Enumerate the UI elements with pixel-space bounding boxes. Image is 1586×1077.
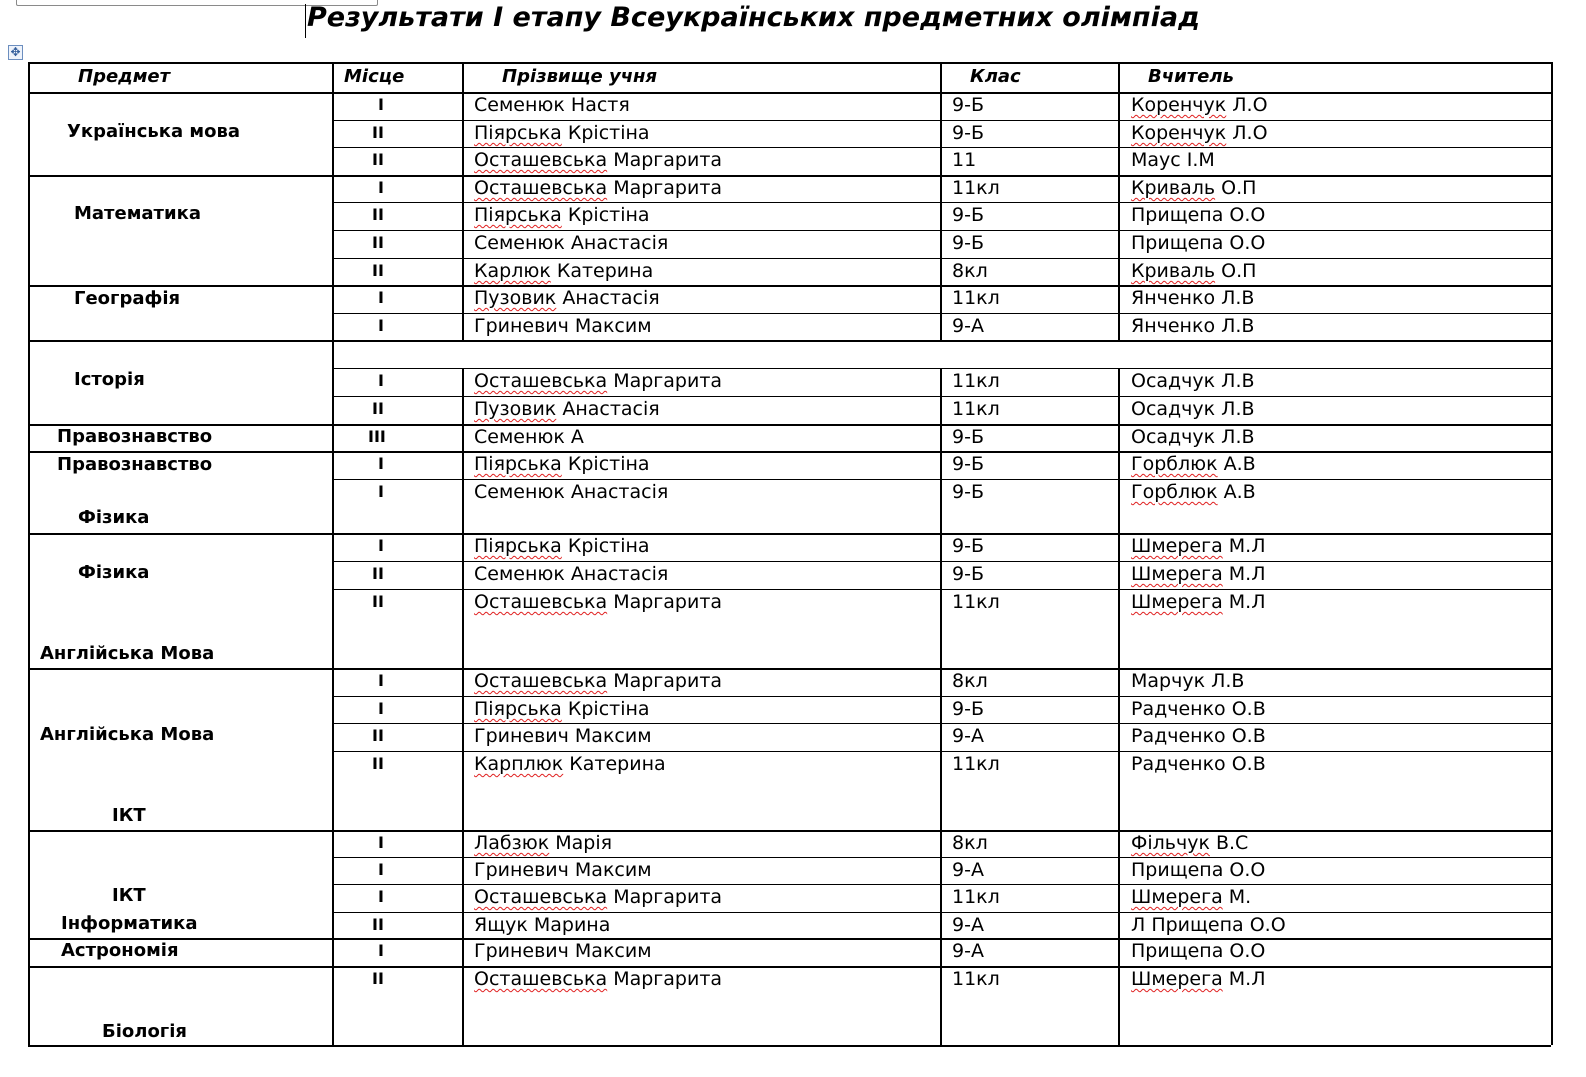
subject-label: Фізика xyxy=(78,507,150,528)
header-class: Клас xyxy=(970,66,1021,87)
teacher-cell: Осадчук Л.В xyxy=(1131,426,1255,448)
class-cell: 9-Б xyxy=(952,481,984,503)
class-cell: 9-Б xyxy=(952,453,984,475)
teacher-cell: Прищепа О.О xyxy=(1131,204,1266,226)
teacher-cell: Шмерега М.Л xyxy=(1131,591,1266,613)
teacher-cell: Радченко О.В xyxy=(1131,753,1266,775)
class-cell: 11кл xyxy=(952,370,1000,392)
class-cell: 11кл xyxy=(952,398,1000,420)
table-row-border xyxy=(332,696,1551,697)
place-cell: І xyxy=(378,536,384,555)
teacher-cell: Осадчук Л.В xyxy=(1131,398,1255,420)
subject-label: Фізика xyxy=(78,562,150,583)
table-row-border xyxy=(332,723,1551,724)
subject-label: ІКТ xyxy=(112,805,146,826)
teacher-cell: Шмерега М.Л xyxy=(1131,968,1266,990)
place-cell: І xyxy=(378,699,384,718)
student-name-cell: Піярська Крістіна xyxy=(474,535,650,557)
class-cell: 8кл xyxy=(952,832,988,854)
class-cell: 9-Б xyxy=(952,535,984,557)
place-cell: І xyxy=(378,178,384,197)
student-name-cell: Осташевська Маргарита xyxy=(474,370,723,392)
table-row-border xyxy=(332,884,1551,885)
class-cell: 11 xyxy=(952,149,977,171)
place-cell: І xyxy=(378,833,384,852)
class-cell: 9-А xyxy=(952,725,984,747)
teacher-cell: Л Прищепа О.О xyxy=(1131,914,1286,936)
student-name-cell: Семенюк Анастасія xyxy=(474,563,669,585)
table-row-border xyxy=(28,830,1551,832)
table-row-border xyxy=(332,396,1551,397)
student-name-cell: Осташевська Маргарита xyxy=(474,149,723,171)
teacher-cell: Криваль О.П xyxy=(1131,260,1257,282)
table-column-border xyxy=(1118,368,1120,1045)
teacher-cell: Прищепа О.О xyxy=(1131,859,1266,881)
header-place: Місце xyxy=(344,66,405,87)
place-cell: І xyxy=(378,288,384,307)
table-row-border xyxy=(332,479,1551,480)
subject-label: Правознавство xyxy=(57,426,213,447)
class-cell: 11кл xyxy=(952,886,1000,908)
teacher-cell: Радченко О.В xyxy=(1131,698,1266,720)
place-cell: ІІІ xyxy=(368,427,386,446)
subject-label: Англійська Мова xyxy=(40,724,215,745)
place-cell: ІІ xyxy=(372,564,384,583)
student-name-cell: Піярська Крістіна xyxy=(474,453,650,475)
table-row-border xyxy=(332,147,1551,148)
teacher-cell: Янченко Л.В xyxy=(1131,315,1255,337)
class-cell: 8кл xyxy=(952,670,988,692)
class-cell: 9-А xyxy=(952,315,984,337)
class-cell: 9-Б xyxy=(952,232,984,254)
table-row-border xyxy=(332,589,1551,590)
place-cell: ІІ xyxy=(372,205,384,224)
student-name-cell: Ящук Марина xyxy=(474,914,611,936)
teacher-cell: Шмерега М. xyxy=(1131,886,1252,908)
place-cell: І xyxy=(378,371,384,390)
teacher-cell: Коренчук Л.О xyxy=(1131,122,1268,144)
table-row-border xyxy=(332,230,1551,231)
student-name-cell: Осташевська Маргарита xyxy=(474,591,723,613)
teacher-cell: Коренчук Л.О xyxy=(1131,94,1268,116)
table-column-border xyxy=(940,368,942,1045)
class-cell: 11кл xyxy=(952,968,1000,990)
place-cell: І xyxy=(378,482,384,501)
place-cell: ІІ xyxy=(372,261,384,280)
table-row-border xyxy=(332,313,1551,314)
header-teacher: Вчитель xyxy=(1148,66,1234,87)
subject-label: Правознавство xyxy=(57,454,213,475)
subject-label: Астрономія xyxy=(61,940,179,961)
student-name-cell: Карлюк Катерина xyxy=(474,260,654,282)
teacher-cell: Шмерега М.Л xyxy=(1131,535,1266,557)
student-name-cell: Пузовик Анастасія xyxy=(474,398,660,420)
teacher-cell: Радченко О.В xyxy=(1131,725,1266,747)
place-cell: ІІ xyxy=(372,150,384,169)
class-cell: 9-А xyxy=(952,940,984,962)
student-name-cell: Осташевська Маргарита xyxy=(474,968,723,990)
student-name-cell: Лабзюк Марія xyxy=(474,832,613,854)
teacher-cell: Прищепа О.О xyxy=(1131,940,1266,962)
student-name-cell: Семенюк Анастасія xyxy=(474,232,669,254)
table-column-border xyxy=(332,62,334,1045)
place-cell: ІІ xyxy=(372,123,384,142)
student-name-cell: Гриневич Максим xyxy=(474,940,652,962)
student-name-cell: Осташевська Маргарита xyxy=(474,886,723,908)
subject-label: Географія xyxy=(74,288,181,309)
teacher-cell: Горблюк А.В xyxy=(1131,453,1256,475)
place-cell: І xyxy=(378,941,384,960)
place-cell: ІІ xyxy=(372,233,384,252)
table-row-border xyxy=(28,1045,1551,1047)
student-name-cell: Піярська Крістіна xyxy=(474,122,650,144)
class-cell: 9-Б xyxy=(952,563,984,585)
place-cell: ІІ xyxy=(372,754,384,773)
table-row-border xyxy=(332,258,1551,259)
place-cell: ІІ xyxy=(372,399,384,418)
class-cell: 9-Б xyxy=(952,204,984,226)
teacher-cell: Шмерега М.Л xyxy=(1131,563,1266,585)
place-cell: І xyxy=(378,887,384,906)
class-cell: 9-Б xyxy=(952,426,984,448)
class-cell: 11кл xyxy=(952,177,1000,199)
table-row-border xyxy=(28,62,1551,64)
place-cell: І xyxy=(378,316,384,335)
subject-label: ІКТ xyxy=(112,885,146,906)
class-cell: 9-Б xyxy=(952,698,984,720)
table-row-border xyxy=(332,368,1551,369)
subject-label: Біологія xyxy=(102,1021,187,1042)
student-name-cell: Піярська Крістіна xyxy=(474,204,650,226)
place-cell: І xyxy=(378,860,384,879)
class-cell: 11кл xyxy=(952,591,1000,613)
table-row-border xyxy=(332,202,1551,203)
student-name-cell: Карплюк Катерина xyxy=(474,753,666,775)
student-name-cell: Піярська Крістіна xyxy=(474,698,650,720)
subject-label: Англійська Мова xyxy=(40,643,215,664)
place-cell: ІІ xyxy=(372,726,384,745)
table-row-border xyxy=(332,120,1551,121)
student-name-cell: Гриневич Максим xyxy=(474,859,652,881)
place-cell: І xyxy=(378,454,384,473)
student-name-cell: Гриневич Максим xyxy=(474,725,652,747)
table-column-border xyxy=(462,368,464,1045)
table-column-border xyxy=(1551,62,1553,1045)
place-cell: ІІ xyxy=(372,592,384,611)
table-row-border xyxy=(28,966,1551,968)
student-name-cell: Гриневич Максим xyxy=(474,315,652,337)
table-row-border xyxy=(28,533,1551,535)
subject-label: Інформатика xyxy=(61,913,198,934)
table-row-border xyxy=(332,912,1551,913)
student-name-cell: Пузовик Анастасія xyxy=(474,287,660,309)
table-row-border xyxy=(28,340,1551,342)
student-name-cell: Семенюк Настя xyxy=(474,94,630,116)
header-subject: Предмет xyxy=(78,66,171,87)
teacher-cell: Криваль О.П xyxy=(1131,177,1257,199)
teacher-cell: Горблюк А.В xyxy=(1131,481,1256,503)
table-row-border xyxy=(28,424,1551,426)
student-name-cell: Семенюк А xyxy=(474,426,584,448)
table-row-border xyxy=(332,857,1551,858)
place-cell: І xyxy=(378,95,384,114)
table-row-border xyxy=(28,451,1551,453)
class-cell: 9-Б xyxy=(952,94,984,116)
table-move-handle-icon[interactable]: ✥ xyxy=(8,45,23,60)
student-name-cell: Семенюк Анастасія xyxy=(474,481,669,503)
class-cell: 11кл xyxy=(952,753,1000,775)
table-column-border xyxy=(462,62,464,340)
teacher-cell: Марчук Л.В xyxy=(1131,670,1245,692)
header-name: Прізвище учня xyxy=(502,66,658,87)
class-cell: 9-А xyxy=(952,859,984,881)
teacher-cell: Осадчук Л.В xyxy=(1131,370,1255,392)
table-column-border xyxy=(1118,62,1120,340)
table-row-border xyxy=(332,561,1551,562)
subject-label: Математика xyxy=(74,203,201,224)
subject-label: Українська мова xyxy=(67,121,241,142)
subject-label: Історія xyxy=(74,369,145,390)
class-cell: 9-Б xyxy=(952,122,984,144)
teacher-cell: Прищепа О.О xyxy=(1131,232,1266,254)
table-row-border xyxy=(28,92,1551,94)
student-name-cell: Осташевська Маргарита xyxy=(474,670,723,692)
place-cell: ІІ xyxy=(372,969,384,988)
teacher-cell: Янченко Л.В xyxy=(1131,287,1255,309)
table-row-border xyxy=(28,938,1551,940)
student-name-cell: Осташевська Маргарита xyxy=(474,177,723,199)
place-cell: ІІ xyxy=(372,915,384,934)
class-cell: 9-А xyxy=(952,914,984,936)
table-row-border xyxy=(28,668,1551,670)
place-cell: І xyxy=(378,671,384,690)
table-column-border xyxy=(940,62,942,340)
table-column-border xyxy=(28,62,30,1045)
table-row-border xyxy=(332,751,1551,752)
table-row-border xyxy=(28,285,1551,287)
class-cell: 11кл xyxy=(952,287,1000,309)
class-cell: 8кл xyxy=(952,260,988,282)
teacher-cell: Маус І.М xyxy=(1131,149,1215,171)
table-row-border xyxy=(28,175,1551,177)
teacher-cell: Фільчук В.С xyxy=(1131,832,1249,854)
page-title: Результати І етапу Всеукраїнських предметних олімпіад xyxy=(307,2,1200,33)
